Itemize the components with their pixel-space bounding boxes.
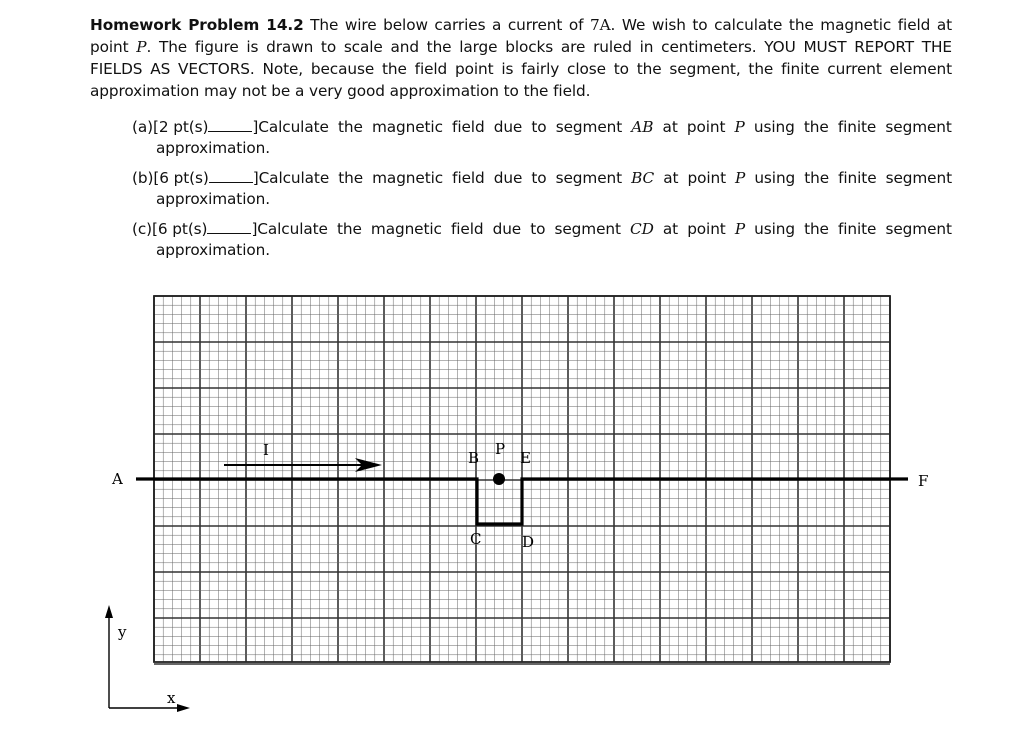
point-label: P — [734, 118, 745, 136]
label-current: I — [263, 441, 269, 459]
current-wire — [136, 479, 908, 524]
word: the — [804, 169, 830, 187]
word: the — [803, 118, 829, 136]
label-y-axis: y — [118, 623, 127, 641]
current-value: 7 — [589, 16, 600, 34]
current-unit: A — [599, 16, 611, 34]
point-label: P — [734, 220, 746, 238]
word: magnetic — [370, 220, 442, 238]
word: field — [450, 220, 484, 238]
label-p: P — [495, 440, 506, 458]
word: finite — [837, 118, 877, 136]
word: using — [754, 220, 795, 238]
word: segment — [885, 118, 952, 136]
problem-text-3: . The figure is drawn to scale and the large blocks are ruled in centimeters. YOU MUST REPORT THE FIELDS AS VECTORS. Note, because the field point is fairly close to the segment, the finite current element approximation may not be a very good approximation to the field. — [90, 38, 952, 100]
word: to — [531, 118, 547, 136]
word: due — [493, 118, 523, 136]
part-verb: ]Calculate — [251, 220, 328, 238]
label-c: C — [470, 530, 482, 548]
word: field — [452, 118, 485, 136]
word: the — [337, 118, 363, 136]
part-label: (a)[2 pt(s) — [132, 118, 209, 136]
part-continuation: approximation. — [156, 139, 270, 157]
label-x-axis: x — [167, 689, 176, 707]
label-e: E — [520, 449, 531, 467]
x-axis-arrowhead — [177, 704, 190, 712]
word: segment — [885, 169, 952, 187]
label-f: F — [918, 472, 929, 490]
word: to — [531, 169, 547, 187]
word: the — [336, 220, 362, 238]
word: segment — [555, 169, 623, 187]
word: due — [492, 220, 522, 238]
point-label: P — [136, 38, 147, 56]
word: segment — [885, 220, 952, 238]
word: point — [687, 169, 726, 187]
word: using — [754, 169, 796, 187]
word: the — [804, 220, 829, 238]
word: due — [493, 169, 523, 187]
part-verb: ]Calculate — [252, 118, 329, 136]
part-label: (c)[6 pt(s) — [132, 220, 208, 238]
word: using — [753, 118, 795, 136]
word: magnetic — [372, 169, 444, 187]
part-continuation: approximation. — [156, 190, 270, 208]
word: field — [452, 169, 485, 187]
problem-text-1: The wire below carries a current of — [303, 16, 590, 34]
problem-text-2: . We wish to calculate the magnetic field at point — [90, 16, 952, 56]
word: magnetic — [371, 118, 443, 136]
word: the — [338, 169, 364, 187]
word: point — [687, 220, 726, 238]
word: finite — [837, 220, 877, 238]
word: segment — [555, 118, 623, 136]
word: at — [662, 118, 678, 136]
segment-name: BC — [631, 169, 655, 187]
point-label: P — [735, 169, 746, 187]
word: to — [530, 220, 546, 238]
part-continuation: approximation. — [156, 241, 270, 259]
word: at — [663, 169, 679, 187]
label-b: B — [468, 449, 480, 467]
word: at — [662, 220, 679, 238]
part-verb: ]Calculate — [252, 169, 330, 187]
segment-name: AB — [631, 118, 654, 136]
label-a: A — [112, 470, 123, 488]
field-point-p — [493, 473, 505, 485]
word: point — [686, 118, 726, 136]
word: finite — [838, 169, 877, 187]
part-label: (b)[6 pt(s) — [132, 169, 209, 187]
y-axis-arrowhead — [105, 605, 113, 618]
label-d: D — [522, 533, 535, 551]
problem-heading: Homework Problem 14.2 — [90, 16, 304, 34]
segment-name: CD — [630, 220, 654, 238]
word: segment — [554, 220, 621, 238]
